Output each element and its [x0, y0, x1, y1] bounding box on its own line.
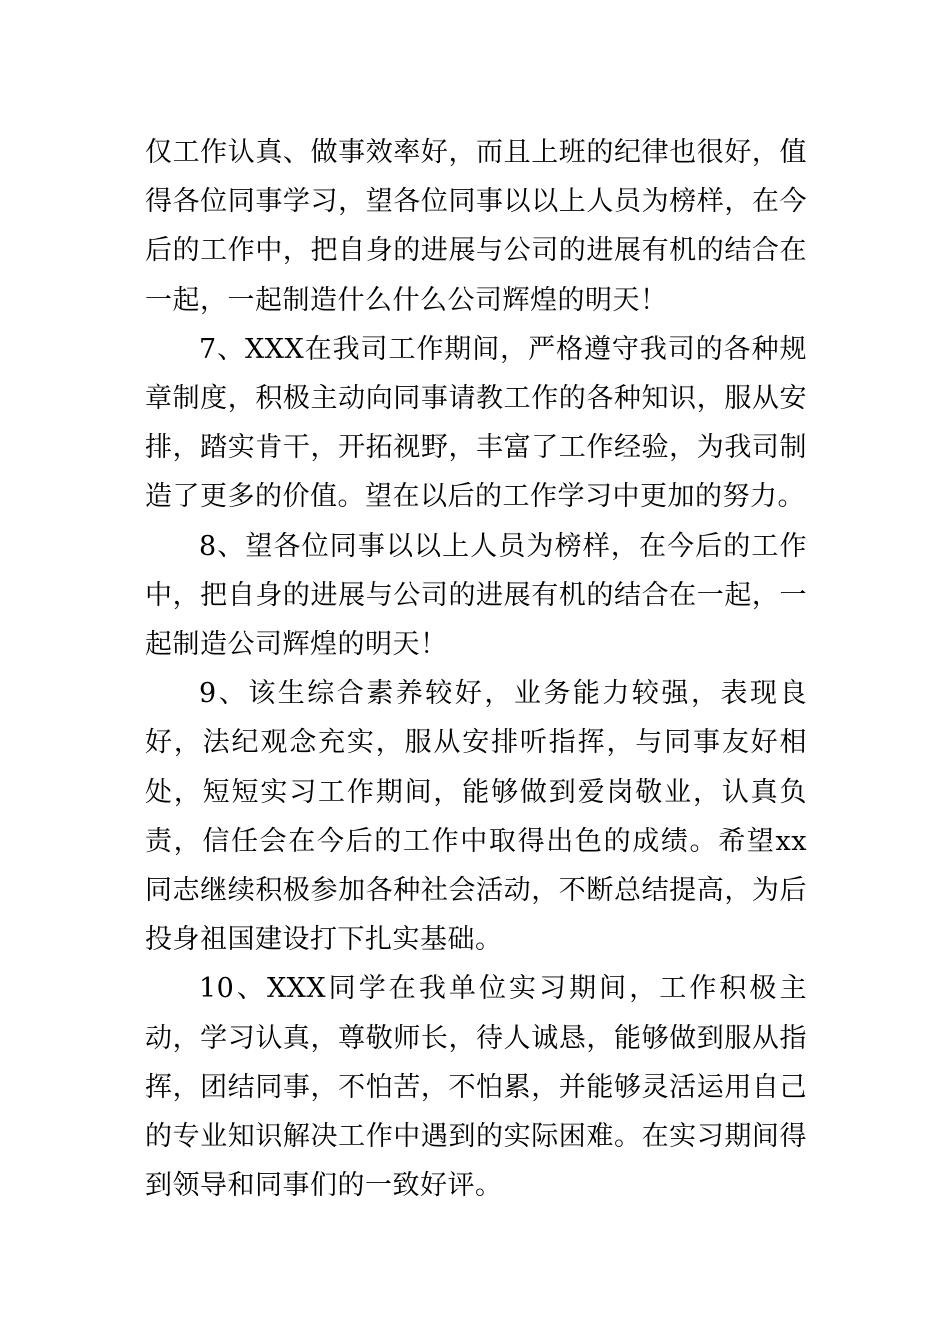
- paragraph-item-8: 8、望各位同事以以上人员为榜样，在今后的工作中，把自身的进展与公司的进展有机的结合在一起，一起制造公司辉煌的明天！: [145, 530, 807, 661]
- paragraph-item-9: 9、该生综合素养较好，业务能力较强，表现良好，法纪观念充实，服从安排听指挥，与同事友好相处，短短实习工作期间，能够做到爱岗敬业，认真负责，信任会在今后的工作中取得出色的成绩。希望xx同志继续积极参加各种社会活动，不断总结提高，为后投身祖国建设打下扎实基础。: [145, 678, 807, 956]
- paragraph-continuation: 仅工作认真、做事效率好，而且上班的纪律也很好，值得各位同事学习，望各位同事以以上人员为榜样，在今后的工作中，把自身的进展与公司的进展有机的结合在一起，一起制造什么什么公司辉煌的明天！: [145, 137, 807, 316]
- document-body: [145, 128, 807, 1210]
- paragraph-item-10: 10、XXX同学在我单位实习期间，工作积极主动，学习认真，尊敬师长，待人诚恳，能够做到服从指挥，团结同事，不怕苦，不怕累，并能够灵活运用自己的专业知识解决工作中遇到的实际困难。在实习期间得到领导和同事们的一致好评。: [145, 973, 807, 1202]
- paragraph-item-7: 7、XXX在我司工作期间，严格遵守我司的各种规章制度，积极主动向同事请教工作的各种知识，服从安排，踏实肯干，开拓视野，丰富了工作经验，为我司制造了更多的价值。望在以后的工作学习中更加的努力。: [145, 333, 807, 513]
